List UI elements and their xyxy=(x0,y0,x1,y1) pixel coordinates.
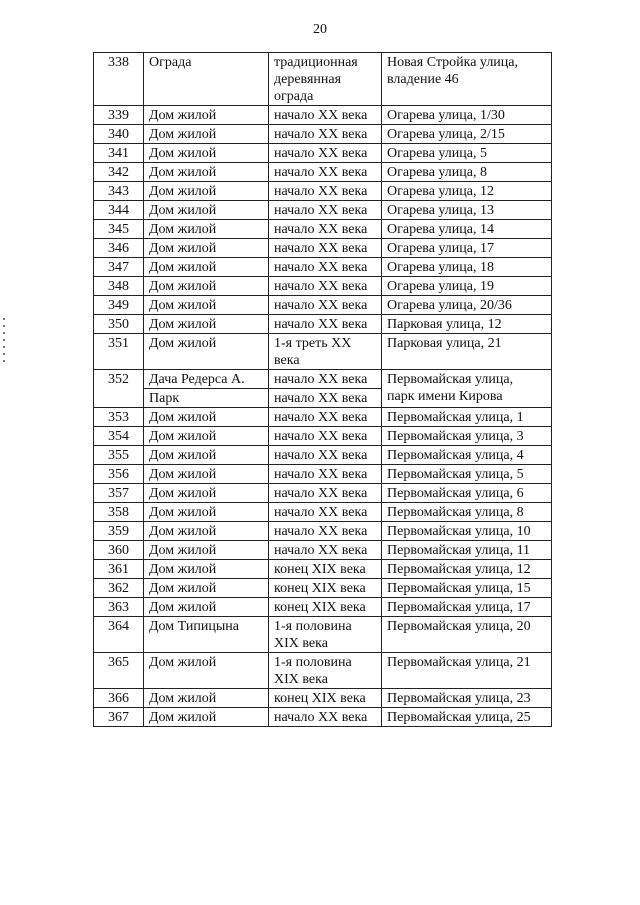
object-dating: начало XX века xyxy=(269,220,382,239)
object-address: Первомайская улица, 8 xyxy=(382,503,552,522)
object-name: Дача Редерса А. xyxy=(144,370,269,389)
page-number: 20 xyxy=(313,22,327,37)
object-dating: начало XX века xyxy=(269,258,382,277)
table-row xyxy=(94,201,552,220)
object-dating: начало XX века xyxy=(269,465,382,484)
object-address: Парковая улица, 12 xyxy=(382,315,552,334)
object-address: Огарева улица, 17 xyxy=(382,239,552,258)
object-address: Парковая улица, 21 xyxy=(382,334,552,370)
table-row xyxy=(94,560,552,579)
table-row xyxy=(94,277,552,296)
row-number: 359 xyxy=(94,522,144,541)
object-name: Дом жилой xyxy=(144,522,269,541)
table-row xyxy=(94,315,552,334)
object-address: Первомайская улица, 5 xyxy=(382,465,552,484)
object-dating: начало XX века xyxy=(269,389,382,408)
object-address: Первомайская улица, 15 xyxy=(382,579,552,598)
object-dating: начало XX века xyxy=(269,106,382,125)
object-dating: конец XIX века xyxy=(269,689,382,708)
table-row xyxy=(94,503,552,522)
object-address: Первомайская улица, 23 xyxy=(382,689,552,708)
object-dating: начало XX века xyxy=(269,446,382,465)
object-name: Дом жилой xyxy=(144,125,269,144)
object-name: Дом жилой xyxy=(144,653,269,689)
table-row xyxy=(94,617,552,653)
object-dating: начало XX века xyxy=(269,144,382,163)
object-name: Дом жилой xyxy=(144,503,269,522)
row-number: 367 xyxy=(94,708,144,727)
table-row xyxy=(94,579,552,598)
object-address: Первомайская улица, 1 xyxy=(382,408,552,427)
object-address: Огарева улица, 12 xyxy=(382,182,552,201)
row-number: 344 xyxy=(94,201,144,220)
table-body-first xyxy=(94,53,552,370)
object-name: Дом жилой xyxy=(144,296,269,315)
row-number: 360 xyxy=(94,541,144,560)
object-dating: начало XX века xyxy=(269,708,382,727)
row-number: 353 xyxy=(94,408,144,427)
object-dating: 1-я половина XIX века xyxy=(269,617,382,653)
row-number: 341 xyxy=(94,144,144,163)
table-row xyxy=(94,408,552,427)
table-row xyxy=(94,334,552,370)
object-dating: начало XX века xyxy=(269,484,382,503)
object-address: Огарева улица, 2/15 xyxy=(382,125,552,144)
object-name: Дом жилой xyxy=(144,446,269,465)
object-address: Огарева улица, 19 xyxy=(382,277,552,296)
object-name: Дом жилой xyxy=(144,239,269,258)
object-dating: начало XX века xyxy=(269,163,382,182)
object-name: Дом жилой xyxy=(144,484,269,503)
object-name: Дом жилой xyxy=(144,315,269,334)
table-row xyxy=(94,53,552,106)
row-number: 361 xyxy=(94,560,144,579)
table-body-second xyxy=(94,408,552,727)
object-address: Первомайская улица, 20 xyxy=(382,617,552,653)
table-row xyxy=(94,522,552,541)
table-row xyxy=(94,465,552,484)
object-name: Дом жилой xyxy=(144,258,269,277)
row-number: 363 xyxy=(94,598,144,617)
row-number: 351 xyxy=(94,334,144,370)
table-row xyxy=(94,653,552,689)
object-name: Ограда xyxy=(144,53,269,106)
object-name: Дом жилой xyxy=(144,541,269,560)
object-address: Огарева улица, 20/36 xyxy=(382,296,552,315)
row-number: 364 xyxy=(94,617,144,653)
row-number: 345 xyxy=(94,220,144,239)
row-number: 346 xyxy=(94,239,144,258)
object-dating: 1-я треть XX века xyxy=(269,334,382,370)
object-dating: начало XX века xyxy=(269,315,382,334)
object-address: Первомайская улица, 3 xyxy=(382,427,552,446)
object-address: Первомайская улица, 11 xyxy=(382,541,552,560)
object-address: Огарева улица, 8 xyxy=(382,163,552,182)
table-row-352 xyxy=(94,370,552,408)
object-name: Дом жилой xyxy=(144,598,269,617)
object-dating: начало XX века xyxy=(269,408,382,427)
object-dating: конец XIX века xyxy=(269,598,382,617)
row-number: 365 xyxy=(94,653,144,689)
table-row xyxy=(94,106,552,125)
monuments-table xyxy=(93,52,552,727)
object-address: Первомайская улица, 6 xyxy=(382,484,552,503)
object-name: Дом жилой xyxy=(144,163,269,182)
object-dating: начало XX века xyxy=(269,503,382,522)
table-row xyxy=(94,598,552,617)
table-row xyxy=(94,125,552,144)
object-dating: начало XX века xyxy=(269,277,382,296)
object-name: Дом жилой xyxy=(144,427,269,446)
row-number: 352 xyxy=(94,370,144,408)
object-address: Первомайская улица, 17 xyxy=(382,598,552,617)
row-number: 366 xyxy=(94,689,144,708)
row-number: 355 xyxy=(94,446,144,465)
object-name: Дом жилой xyxy=(144,220,269,239)
row-number: 342 xyxy=(94,163,144,182)
object-address: Первомайская улица, 12 xyxy=(382,560,552,579)
object-dating: начало XX века xyxy=(269,201,382,220)
object-dating: 1-я половина XIX века xyxy=(269,653,382,689)
object-dating: начало XX века xyxy=(269,239,382,258)
object-dating: начало XX века xyxy=(269,182,382,201)
table-row xyxy=(94,689,552,708)
object-dating: конец XIX века xyxy=(269,579,382,598)
object-address: Огарева улица, 14 xyxy=(382,220,552,239)
object-address: Огарева улица, 5 xyxy=(382,144,552,163)
object-address: Первомайская улица, 4 xyxy=(382,446,552,465)
table-row xyxy=(94,258,552,277)
object-name: Дом жилой xyxy=(144,465,269,484)
object-name: Дом жилой xyxy=(144,277,269,296)
object-address: Новая Стройка улица, владение 46 xyxy=(382,53,552,106)
margin-tick-marks xyxy=(3,318,5,378)
object-name: Дом Типицына xyxy=(144,617,269,653)
object-name: Дом жилой xyxy=(144,708,269,727)
row-number: 362 xyxy=(94,579,144,598)
object-name: Дом жилой xyxy=(144,182,269,201)
row-number: 343 xyxy=(94,182,144,201)
row-number: 349 xyxy=(94,296,144,315)
object-dating: начало XX века xyxy=(269,427,382,446)
object-name: Дом жилой xyxy=(144,408,269,427)
object-dating: начало XX века xyxy=(269,541,382,560)
object-name: Дом жилой xyxy=(144,201,269,220)
row-number: 356 xyxy=(94,465,144,484)
object-name: Дом жилой xyxy=(144,560,269,579)
table-row xyxy=(94,446,552,465)
table-row xyxy=(94,220,552,239)
row-number: 340 xyxy=(94,125,144,144)
row-number: 339 xyxy=(94,106,144,125)
table-row xyxy=(94,370,552,389)
object-address: Огарева улица, 18 xyxy=(382,258,552,277)
object-address: Огарева улица, 13 xyxy=(382,201,552,220)
table-row xyxy=(94,541,552,560)
object-address: Огарева улица, 1/30 xyxy=(382,106,552,125)
object-name: Дом жилой xyxy=(144,334,269,370)
object-dating: начало XX века xyxy=(269,125,382,144)
table-row xyxy=(94,144,552,163)
object-dating: начало XX века xyxy=(269,370,382,389)
object-dating: начало XX века xyxy=(269,522,382,541)
object-name: Дом жилой xyxy=(144,689,269,708)
object-dating: начало XX века xyxy=(269,296,382,315)
row-number: 358 xyxy=(94,503,144,522)
table-row xyxy=(94,163,552,182)
object-name: Парк xyxy=(144,389,269,408)
table-row xyxy=(94,296,552,315)
object-address: Первомайская улица, 10 xyxy=(382,522,552,541)
row-number: 347 xyxy=(94,258,144,277)
object-dating: конец XIX века xyxy=(269,560,382,579)
table-row xyxy=(94,182,552,201)
object-name: Дом жилой xyxy=(144,579,269,598)
object-address: Первомайская улица, 21 xyxy=(382,653,552,689)
row-number: 357 xyxy=(94,484,144,503)
object-dating: традиционная деревянная ограда xyxy=(269,53,382,106)
object-name: Дом жилой xyxy=(144,144,269,163)
table-row xyxy=(94,239,552,258)
row-number: 354 xyxy=(94,427,144,446)
row-number: 338 xyxy=(94,53,144,106)
object-name: Дом жилой xyxy=(144,106,269,125)
table-row xyxy=(94,708,552,727)
object-address: Первомайская улица, парк имени Кирова xyxy=(382,370,552,408)
row-number: 348 xyxy=(94,277,144,296)
row-number: 350 xyxy=(94,315,144,334)
table-row xyxy=(94,484,552,503)
object-address: Первомайская улица, 25 xyxy=(382,708,552,727)
table-row xyxy=(94,427,552,446)
